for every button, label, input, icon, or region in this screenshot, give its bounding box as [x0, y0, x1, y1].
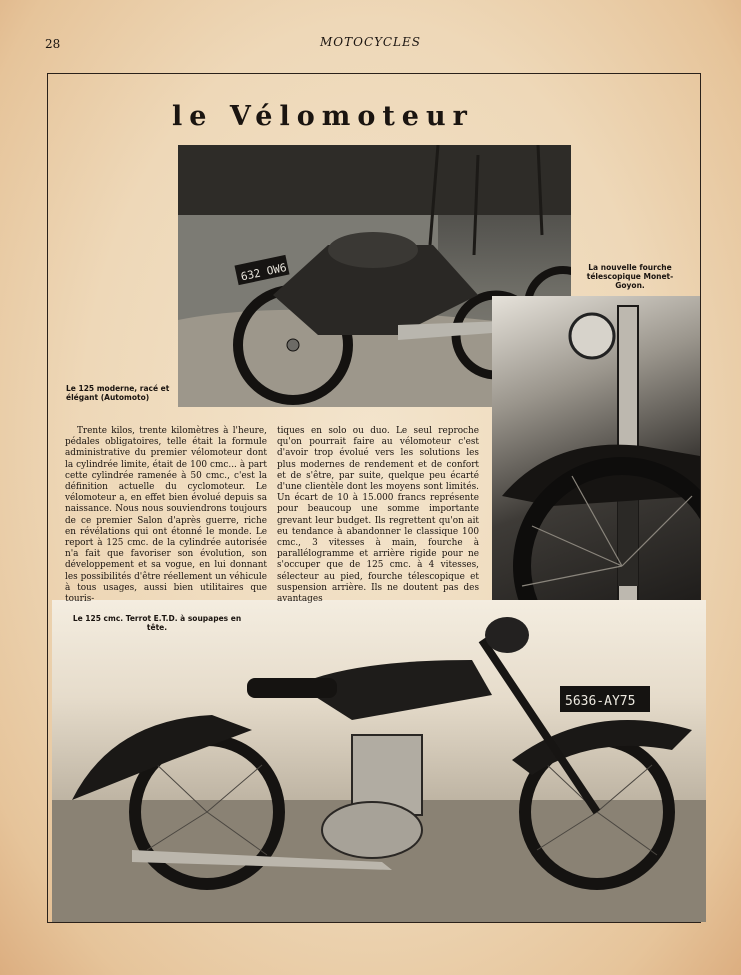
page-number: 28 [45, 37, 61, 51]
photo-terrot [52, 600, 706, 922]
article-title: le Vélomoteur [172, 101, 474, 132]
photo-fork [492, 296, 700, 607]
caption-automoto: Le 125 moderne, racé et élégant (Automoto) [66, 384, 170, 402]
plate-text: 5636-AY75 [565, 694, 636, 709]
caption-fork: La nouvelle fourche télescopique Monet-Goyon. [586, 263, 674, 290]
article-column-1: Trente kilos, trente kilomètres à l'heure, pédales obligatoires, telle était la formule administrative du premier vélomoteur dont la cylindrée limite, était de 100 cmc... à part cette cylindrée ramenée à 50 cmc., c'est la définition actuelle du cyclomoteur. Le vélomoteur a, en effet bien évolué depuis sa naissance. Nous nous souviendrons toujours de ce premier Salon d'après guerre, riche en révélations qui ont étonné le monde. Le report à 125 cmc. de la cylindrée autorisée n'a fait que favoriser son évolution, son développement et sa vogue, en lui donnant les possibilités d'être réellement un véhicule à tous usages, aussi bien utilitaires que touris- [65, 426, 267, 605]
article-column-2: tiques en solo ou duo. Le seul reproche qu'on pourrait faire au vélomoteur c'est d'avoir trop évolué vers les solutions les plus modernes de rendement et de confort et de s'être, par suite, quelque peu écarté d'une clientèle dont les moyens sont limités. Un écart de 10 à 15.000 francs représente pour beaucoup une somme importante grevant leur budget. Ils regrettent qu'on ait eu tendance à abandonner le classique 100 cmc., 3 vitesses à main, fourche à parallélogramme et arrière rigide pour ne s'occuper que de 125 cmc. à 4 vitesses, sélecteur au pied, fourche télescopique et suspension arrière. Ils ne doutent pas des avantages [277, 426, 479, 605]
caption-terrot: Le 125 cmc. Terrot E.T.D. à soupapes en tête. [72, 614, 242, 632]
running-head: MOTOCYCLES [320, 35, 421, 49]
plate-text: 632 OW6 [239, 261, 288, 284]
